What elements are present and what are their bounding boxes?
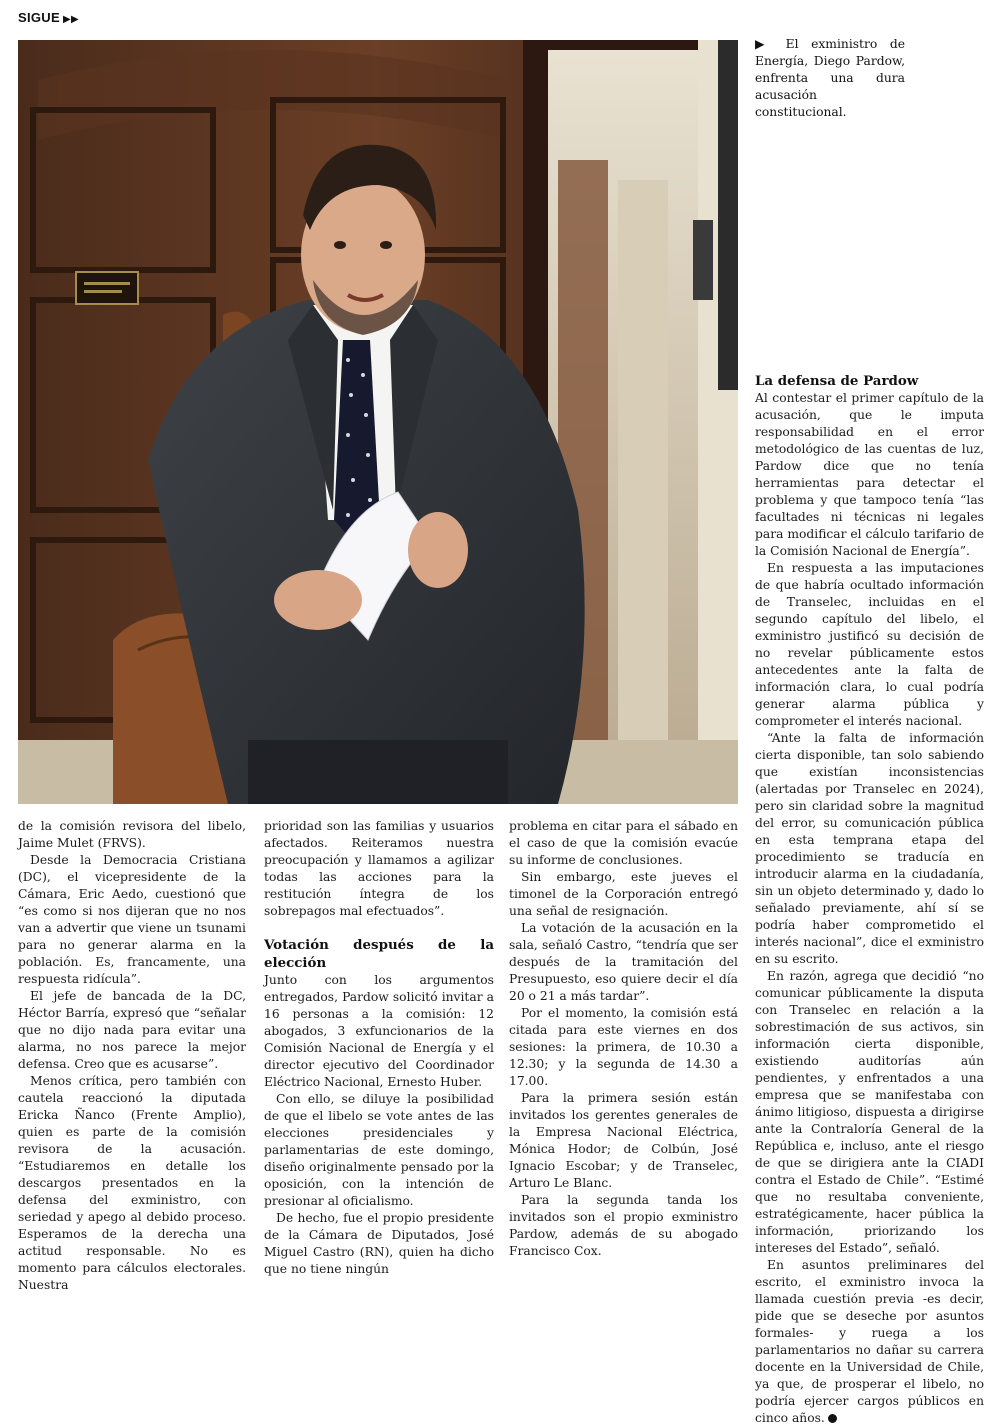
end-mark-icon (828, 1414, 837, 1423)
paragraph: Por el momento, la comisión está citada para este viernes en dos sesiones: la primera, de 10.30 a 12.30; y la segunda de 14.30 a 17.00. (509, 1006, 738, 1088)
photo-illustration (18, 40, 738, 804)
section-label (18, 10, 79, 25)
paragraph: La votación de la acusación en la sala, señaló Castro, “tendría que ser después de la tramitación del Presupuesto, eso quiere decir el día 20 o 21 a más tardar”. (509, 921, 738, 1003)
paragraph: de la comisión revisora del libelo, Jaime Mulet (FRVS). (18, 819, 246, 850)
paragraph: Sin embargo, este jueves el timonel de la Corporación entregó una señal de resignación. (509, 870, 738, 918)
article-column-4 (755, 372, 984, 1427)
paragraph: De hecho, fue el propio presidente de la Cámara de Diputados, José Miguel Castro (RN), quien ha dicho que no tiene ningún (264, 1211, 494, 1276)
paragraph: Para la primera sesión están invitados los gerentes generales de la Empresa Nacional Eléctrica, Mónica Hodor; de Colbún, José Ignacio Escobar; y de Transelec, Arturo Le Blanc. (509, 1091, 738, 1190)
paragraph-text: En asuntos preliminares del escrito, el exministro invoca la llamada cuestión previa -es decir, pide que se deseche por asuntos formales- y ruega a los parlamentarios no dañar su carrera docente en la Universidad de Chile, ya que, de prosperar el libelo, no podría ejercer cargos públicos en cinco años. (755, 1258, 984, 1425)
photo-caption (755, 36, 905, 121)
paragraph: Al contestar el primer capítulo de la acusación, que le imputa responsabilidad en el error metodológico de las cuentas de luz, Pardow dice que no tenía herramientas para detectar el problema y que tampoco tenía “las facultades ni técnicas ni legales para modificar el cálculo tarifario de la Comisión Nacional de Energía”. (755, 391, 984, 558)
paragraph: “Ante la falta de información cierta disponible, tan solo sabiendo que existían inconsistencias (alertadas por Transelec en 2024), pero sin claridad sobre la magnitud del error, su comunicación pública en esta temprana etapa del procedimiento se traducía en introducir alarma en la ciudadanía, sin un objeto determinado y, dado lo señalado previamente, ahí sí se podría haber comprometido el interés nacional”, dice el exministro en su escrito. (755, 731, 984, 966)
paragraph: Junto con los argumentos entregados, Pardow solicitó invitar a 16 personas a la comisión: 12 abogados, 3 exfuncionarios de la Comisión Nacional de Energía y el director ejecutivo del Coordinador Eléctrico Nacional, Ernesto Huber. (264, 973, 494, 1089)
paragraph: El jefe de bancada de la DC, Héctor Barría, expresó que “señalar que no dijo nada para evitar una alarma, no nos parece la mejor defensa. Creo que es acusarse”. (18, 989, 246, 1071)
section-heading: La defensa de Pardow (755, 373, 919, 389)
paragraph: En respuesta a las imputaciones de que habría ocultado información de Transelec, incluidas en el segundo capítulo del libelo, el exministro justificó su decisión de no revelar públicamente estos antecedentes ante la falta de información clara, lo cual podría generar alarma pública y comprometer el interés nacional. (755, 561, 984, 728)
paragraph: Con ello, se diluye la posibilidad de que el libelo se vote antes de las elecciones presidenciales y parlamentarias de este domingo, diseño originalmente pensado por la oposición, con la intención de presionar al oficialismo. (264, 1092, 494, 1208)
paragraph: Para la segunda tanda los invitados son el propio exministro Pardow, además de su abogado Francisco Cox. (509, 1193, 738, 1258)
section-label-text: SIGUE (18, 10, 60, 25)
article-column-1 (18, 818, 246, 1294)
paragraph: En razón, agrega que decidió “no comunicar públicamente la disputa con Transelec en relación a la sobrestimación de sus activos, sin información cierta disponible, existiendo auditorías aún pendientes, y enfrentados a una empresa que se manifestaba con ánimo litigioso, dispuesta a dirigirse ante la Contraloría General de la República e, incluso, ante el riesgo de que se dirigiera ante la CIADI contra el Estado de Chile”. “Estimé que no resultaba conveniente, estratégicamente, hacer pública la información, priorizando los intereses del Estado”, señaló. (755, 969, 984, 1255)
article-photo (18, 40, 738, 804)
paragraph: Desde la Democracia Cristiana (DC), el vicepresidente de la Cámara, Eric Aedo, cuestionó que “es como si nos dijeran que no nos van a advertir que viene un tsunami para no generar alarma en la población. Es, francamente, una respuesta ridícula”. (18, 853, 246, 986)
article-column-3 (509, 818, 738, 1260)
forward-arrows-icon: ▶▶ (62, 14, 79, 25)
caption-marker-icon: ▶ (755, 37, 774, 51)
paragraph: Menos crítica, pero también con cautela reaccionó la diputada Ericka Ñanco (Frente Amplio), quien es parte de la comisión revisora de la acusación. “Estudiaremos en detalle los descargos presentados en la defensa del exministro, con seriedad y apego al debido proceso. Esperamos de la derecha una actitud responsable. No es momento para cálculos electorales. Nuestra (18, 1074, 246, 1292)
paragraph: problema en citar para el sábado en el caso de que la comisión evacúe su informe de conclusiones. (509, 819, 738, 867)
section-heading: Votación después de la elección (264, 937, 494, 971)
article-column-2 (264, 818, 494, 1278)
caption-text: El exministro de Energía, Diego Pardow, enfrenta una dura acusación constitucional. (755, 37, 905, 119)
paragraph: prioridad son las familias y usuarios afectados. Reiteramos nuestra preocupación y llamamos a agilizar todas las acciones para la restitución íntegra de los sobrepagos mal efectuados”. (264, 819, 494, 918)
paragraph (755, 1257, 984, 1427)
